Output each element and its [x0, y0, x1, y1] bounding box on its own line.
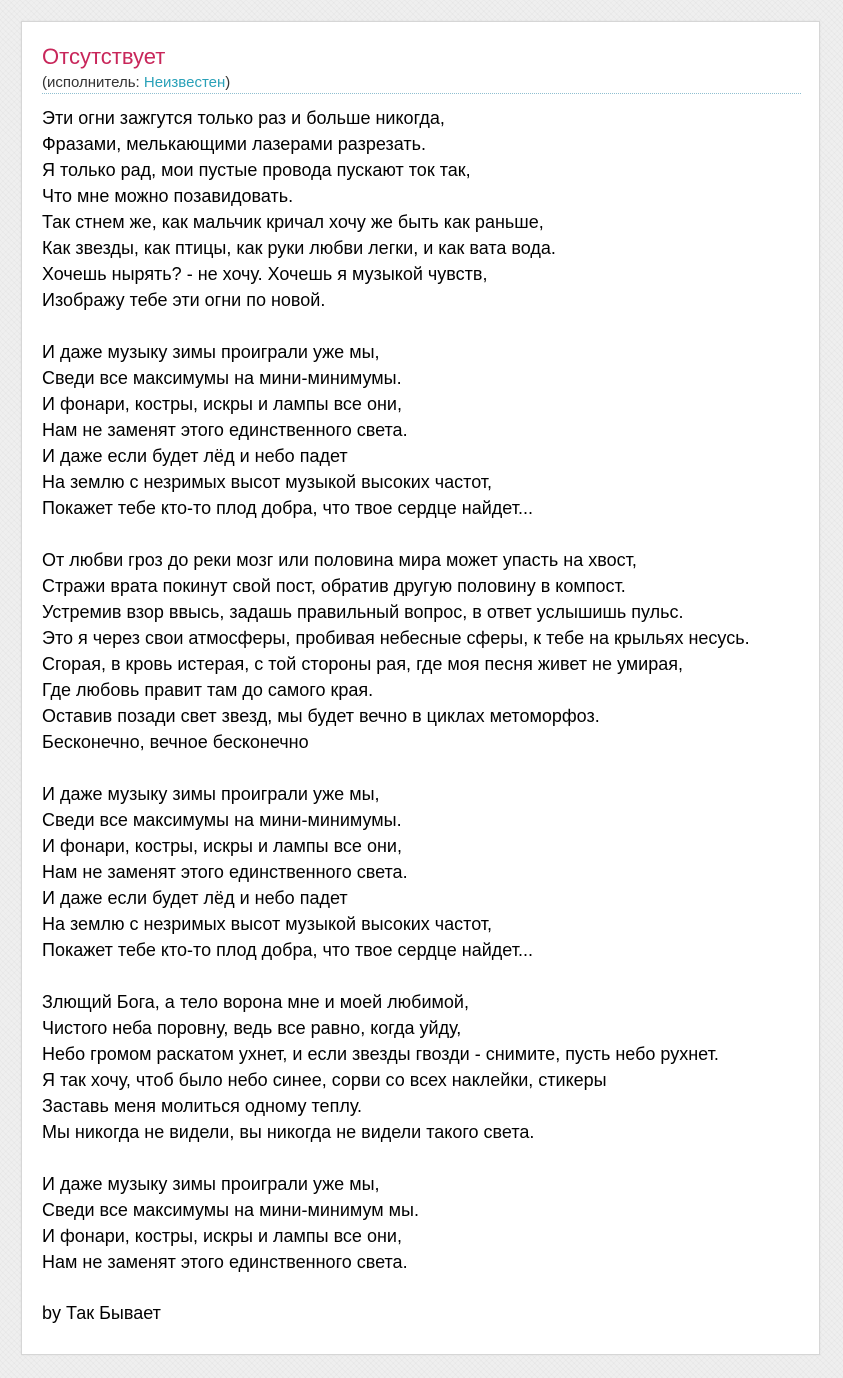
lyric-line: Эти огни зажгутся только раз и больше никогда,	[42, 108, 445, 128]
lyric-line: Фразами, мелькающими лазерами разрезать.	[42, 134, 426, 154]
lyric-line: И даже музыку зимы проиграли уже мы,	[42, 784, 380, 804]
stanza-break	[42, 1145, 842, 1171]
lyrics-card	[21, 21, 820, 1355]
lyric-line: Сведи все максимумы на мини-минимумы.	[42, 810, 402, 830]
lyric-line: И даже если будет лёд и небо падет	[42, 888, 348, 908]
lyric-line: Покажет тебе кто-то плод добра, что твое сердце найдет...	[42, 498, 533, 518]
lyric-line: Это я через свои атмосферы, пробивая небесные сферы, к тебе на крыльях несусь.	[42, 628, 750, 648]
stanza-break	[42, 963, 842, 989]
lyric-line: И даже музыку зимы проиграли уже мы,	[42, 342, 380, 362]
lyrics-text	[42, 105, 842, 1275]
lyric-line: На землю с незримых высот музыкой высоких частот,	[42, 472, 493, 492]
artist-suffix: )	[225, 74, 231, 91]
lyric-line: Заставь меня молиться одному теплу.	[42, 1096, 363, 1116]
lyric-line: Хочешь нырять? - не хочу. Хочешь я музыкой чувств,	[42, 264, 488, 284]
title-divider	[42, 93, 801, 94]
lyric-line: Бесконечно, вечное бесконечно	[42, 732, 309, 752]
stanza-break	[42, 755, 842, 781]
artist-prefix: (исполнитель:	[42, 74, 144, 91]
lyric-line: И фонари, костры, искры и лампы все они,	[42, 836, 402, 856]
lyric-line: Изображу тебе эти огни по новой.	[42, 290, 326, 310]
lyric-line: Устремив взор ввысь, задашь правильный вопрос, в ответ услышишь пульс.	[42, 602, 684, 622]
lyric-line: Злющий Бога, а тело ворона мне и моей любимой,	[42, 992, 469, 1012]
lyric-line: Что мне можно позавидовать.	[42, 186, 294, 206]
stanza-break	[42, 313, 842, 339]
lyric-line: И даже если будет лёд и небо падет	[42, 446, 348, 466]
lyric-line: Сведи все максимумы на мини-минимум мы.	[42, 1200, 419, 1220]
lyric-line: Сгорая, в кровь истерая, с той стороны рая, где моя песня живет не умирая,	[42, 654, 683, 674]
lyric-line: Небо громом раскатом ухнет, и если звезды гвозди - снимите, пусть небо рухнет.	[42, 1044, 719, 1064]
lyric-line: Так стнем же, как мальчик кричал хочу же быть как раньше,	[42, 212, 544, 232]
lyric-line: Я только рад, мои пустые провода пускают ток так,	[42, 160, 471, 180]
lyric-line: Нам не заменят этого единственного света.	[42, 1252, 408, 1272]
lyric-line: Сведи все максимумы на мини-минимумы.	[42, 368, 402, 388]
stanza-break	[42, 521, 842, 547]
lyric-line: Где любовь правит там до самого края.	[42, 680, 374, 700]
lyric-line: Мы никогда не видели, вы никогда не видели такого света.	[42, 1122, 535, 1142]
song-title: Отсутствует	[42, 44, 166, 69]
lyric-line: Нам не заменят этого единственного света.	[42, 420, 408, 440]
lyrics-signature: by Так Бывает	[42, 1303, 161, 1323]
lyric-line: Покажет тебе кто-то плод добра, что твое сердце найдет...	[42, 940, 533, 960]
lyric-line: На землю с незримых высот музыкой высоких частот,	[42, 914, 493, 934]
lyric-line: Нам не заменят этого единственного света.	[42, 862, 408, 882]
lyric-line: От любви гроз до реки мозг или половина мира может упасть на хвост,	[42, 550, 637, 570]
artist-line	[42, 73, 230, 93]
artist-link[interactable]: Неизвестен	[143, 74, 226, 91]
lyric-line: Чистого неба поровну, ведь все равно, когда уйду,	[42, 1018, 462, 1038]
lyric-line: Стражи врата покинут свой пост, обратив другую половину в компост.	[42, 576, 626, 596]
lyric-line: Оставив позади свет звезд, мы будет вечно в циклах метоморфоз.	[42, 706, 600, 726]
lyric-line: И фонари, костры, искры и лампы все они,	[42, 1226, 402, 1246]
lyric-line: Я так хочу, чтоб было небо синее, сорви со всех наклейки, стикеры	[42, 1070, 607, 1090]
lyric-line: И фонари, костры, искры и лампы все они,	[42, 394, 402, 414]
lyric-line: И даже музыку зимы проиграли уже мы,	[42, 1174, 380, 1194]
lyric-line: Как звезды, как птицы, как руки любви легки, и как вата вода.	[42, 238, 556, 258]
